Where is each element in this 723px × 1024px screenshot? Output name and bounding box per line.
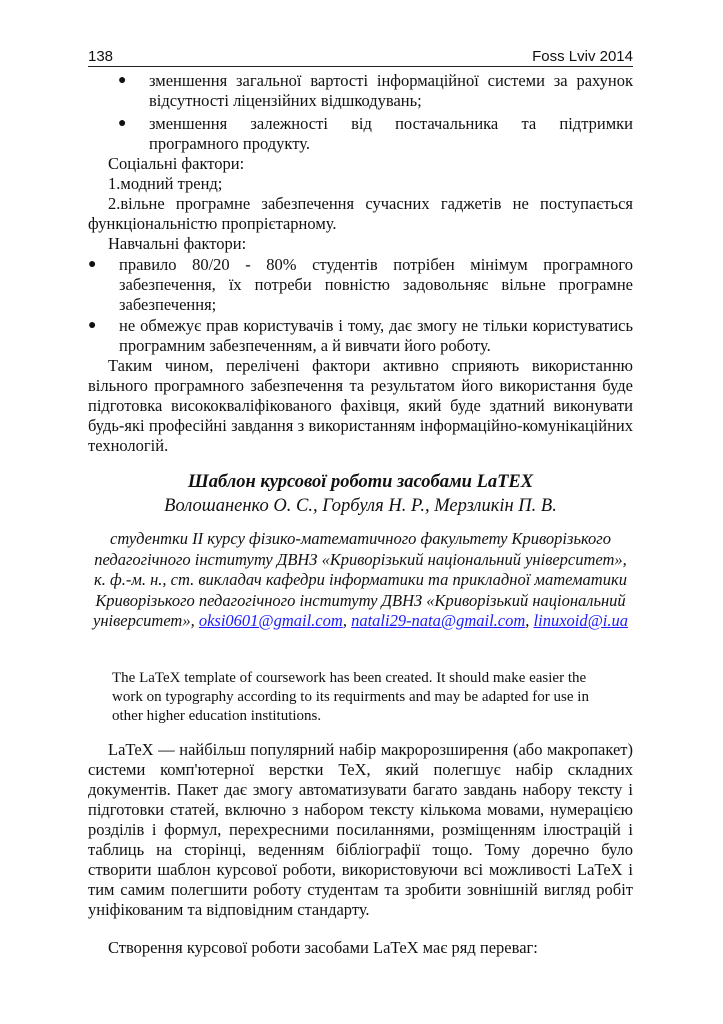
social-item-1: 1.модний тренд;	[108, 174, 223, 193]
email-link[interactable]: linuxoid@i.ua	[533, 611, 628, 630]
bullet-icon: ●	[88, 318, 97, 333]
education-heading: Навчальні фактори:	[108, 234, 247, 253]
page-header	[88, 48, 633, 67]
article-title: Шаблон курсової роботи засобами LaTEX	[187, 472, 534, 492]
bullet-icon: ●	[118, 73, 127, 88]
bullet-icon: ●	[118, 116, 127, 131]
body-paragraph: LaTeX — найбільш популярний набір макророзширення (або макропакет) системи комп'ютерної верстки TeX, який полегшує набір складних документів. Пакет дає змогу автоматизувати багато завдань набору тексту і підготовки статей, включно з набором тексту кількома мовами, нумерацією розділів і формул, перехресними посиланнями, розміщенням ілюстрацій і таблиць на сторінці, веденням бібліографії тощо. Тому доречно було створити шаблон курсової роботи, використовуючи всі можливості LaTeX і тим самим полегшити роботу студентам та зробити зовнішній вигляд робіт уніфікованим та відповідним стандарту.	[88, 740, 633, 919]
list-item: ● не обмежує прав користувачів і тому, дає змогу не тільки користуватись програмним забезпеченням, а й вивчати його роботу.	[88, 316, 633, 355]
running-title: Foss Lviv 2014	[532, 48, 633, 65]
author-affiliation: студентки ІІ курсу фізико-математичного факультету Криворізького педагогічного інституту ДВНЗ «Криворізький національний університет», к. ф.-м. н., ст. викладач кафедри інформатики та прикладної математики Криворізького педагогічного інституту ДВНЗ «Криворізький національний університет», oksi0601@gmail.com, natali29-nata@gmail.com, linuxoid@i.ua	[93, 529, 628, 630]
email-link[interactable]: natali29-nata@gmail.com	[351, 611, 526, 630]
list-item: ● зменшення залежності від постачальника та підтримки програмного продукту.	[118, 114, 633, 153]
social-item-2: 2.вільне програмне забезпечення сучасних гаджетів не поступається функціональністю пропрієтарному.	[88, 194, 633, 233]
page-number: 138	[88, 48, 114, 65]
article-authors: Волошаненко О. С., Горбуля Н. Р., Мерзликін П. В.	[164, 496, 557, 516]
body-last-line: Створення курсової роботи засобами LaTeX має ряд переваг:	[108, 938, 538, 957]
list-item: ● зменшення загальної вартості інформаційної системи за рахунок відсутності ліцензійних відшкодувань;	[118, 71, 633, 110]
conclusion-paragraph: Таким чином, перелічені фактори активно сприяють використанню вільного програмного забезпечення та результатом його використання буде підготовка висококваліфікованого фахівця, який буде здатний виконувати будь-які професійні завдання з використанням інформаційно-комунікаційних технологій.	[88, 356, 633, 455]
bullet-icon: ●	[88, 257, 97, 272]
social-heading: Соціальні фактори:	[108, 154, 245, 173]
list-item: ● правило 80/20 - 80% студентів потрібен мінімум програмного забезпечення, їх потреби повністю задовольняє вільне програмне забезпечення;	[88, 255, 633, 314]
email-link[interactable]: oksi0601@gmail.com	[198, 611, 343, 630]
abstract: The LaTeX template of coursework has been created. It should make easier the work on typography according to its requirments and may be adapted for use in other higher education institutions.	[112, 670, 589, 724]
